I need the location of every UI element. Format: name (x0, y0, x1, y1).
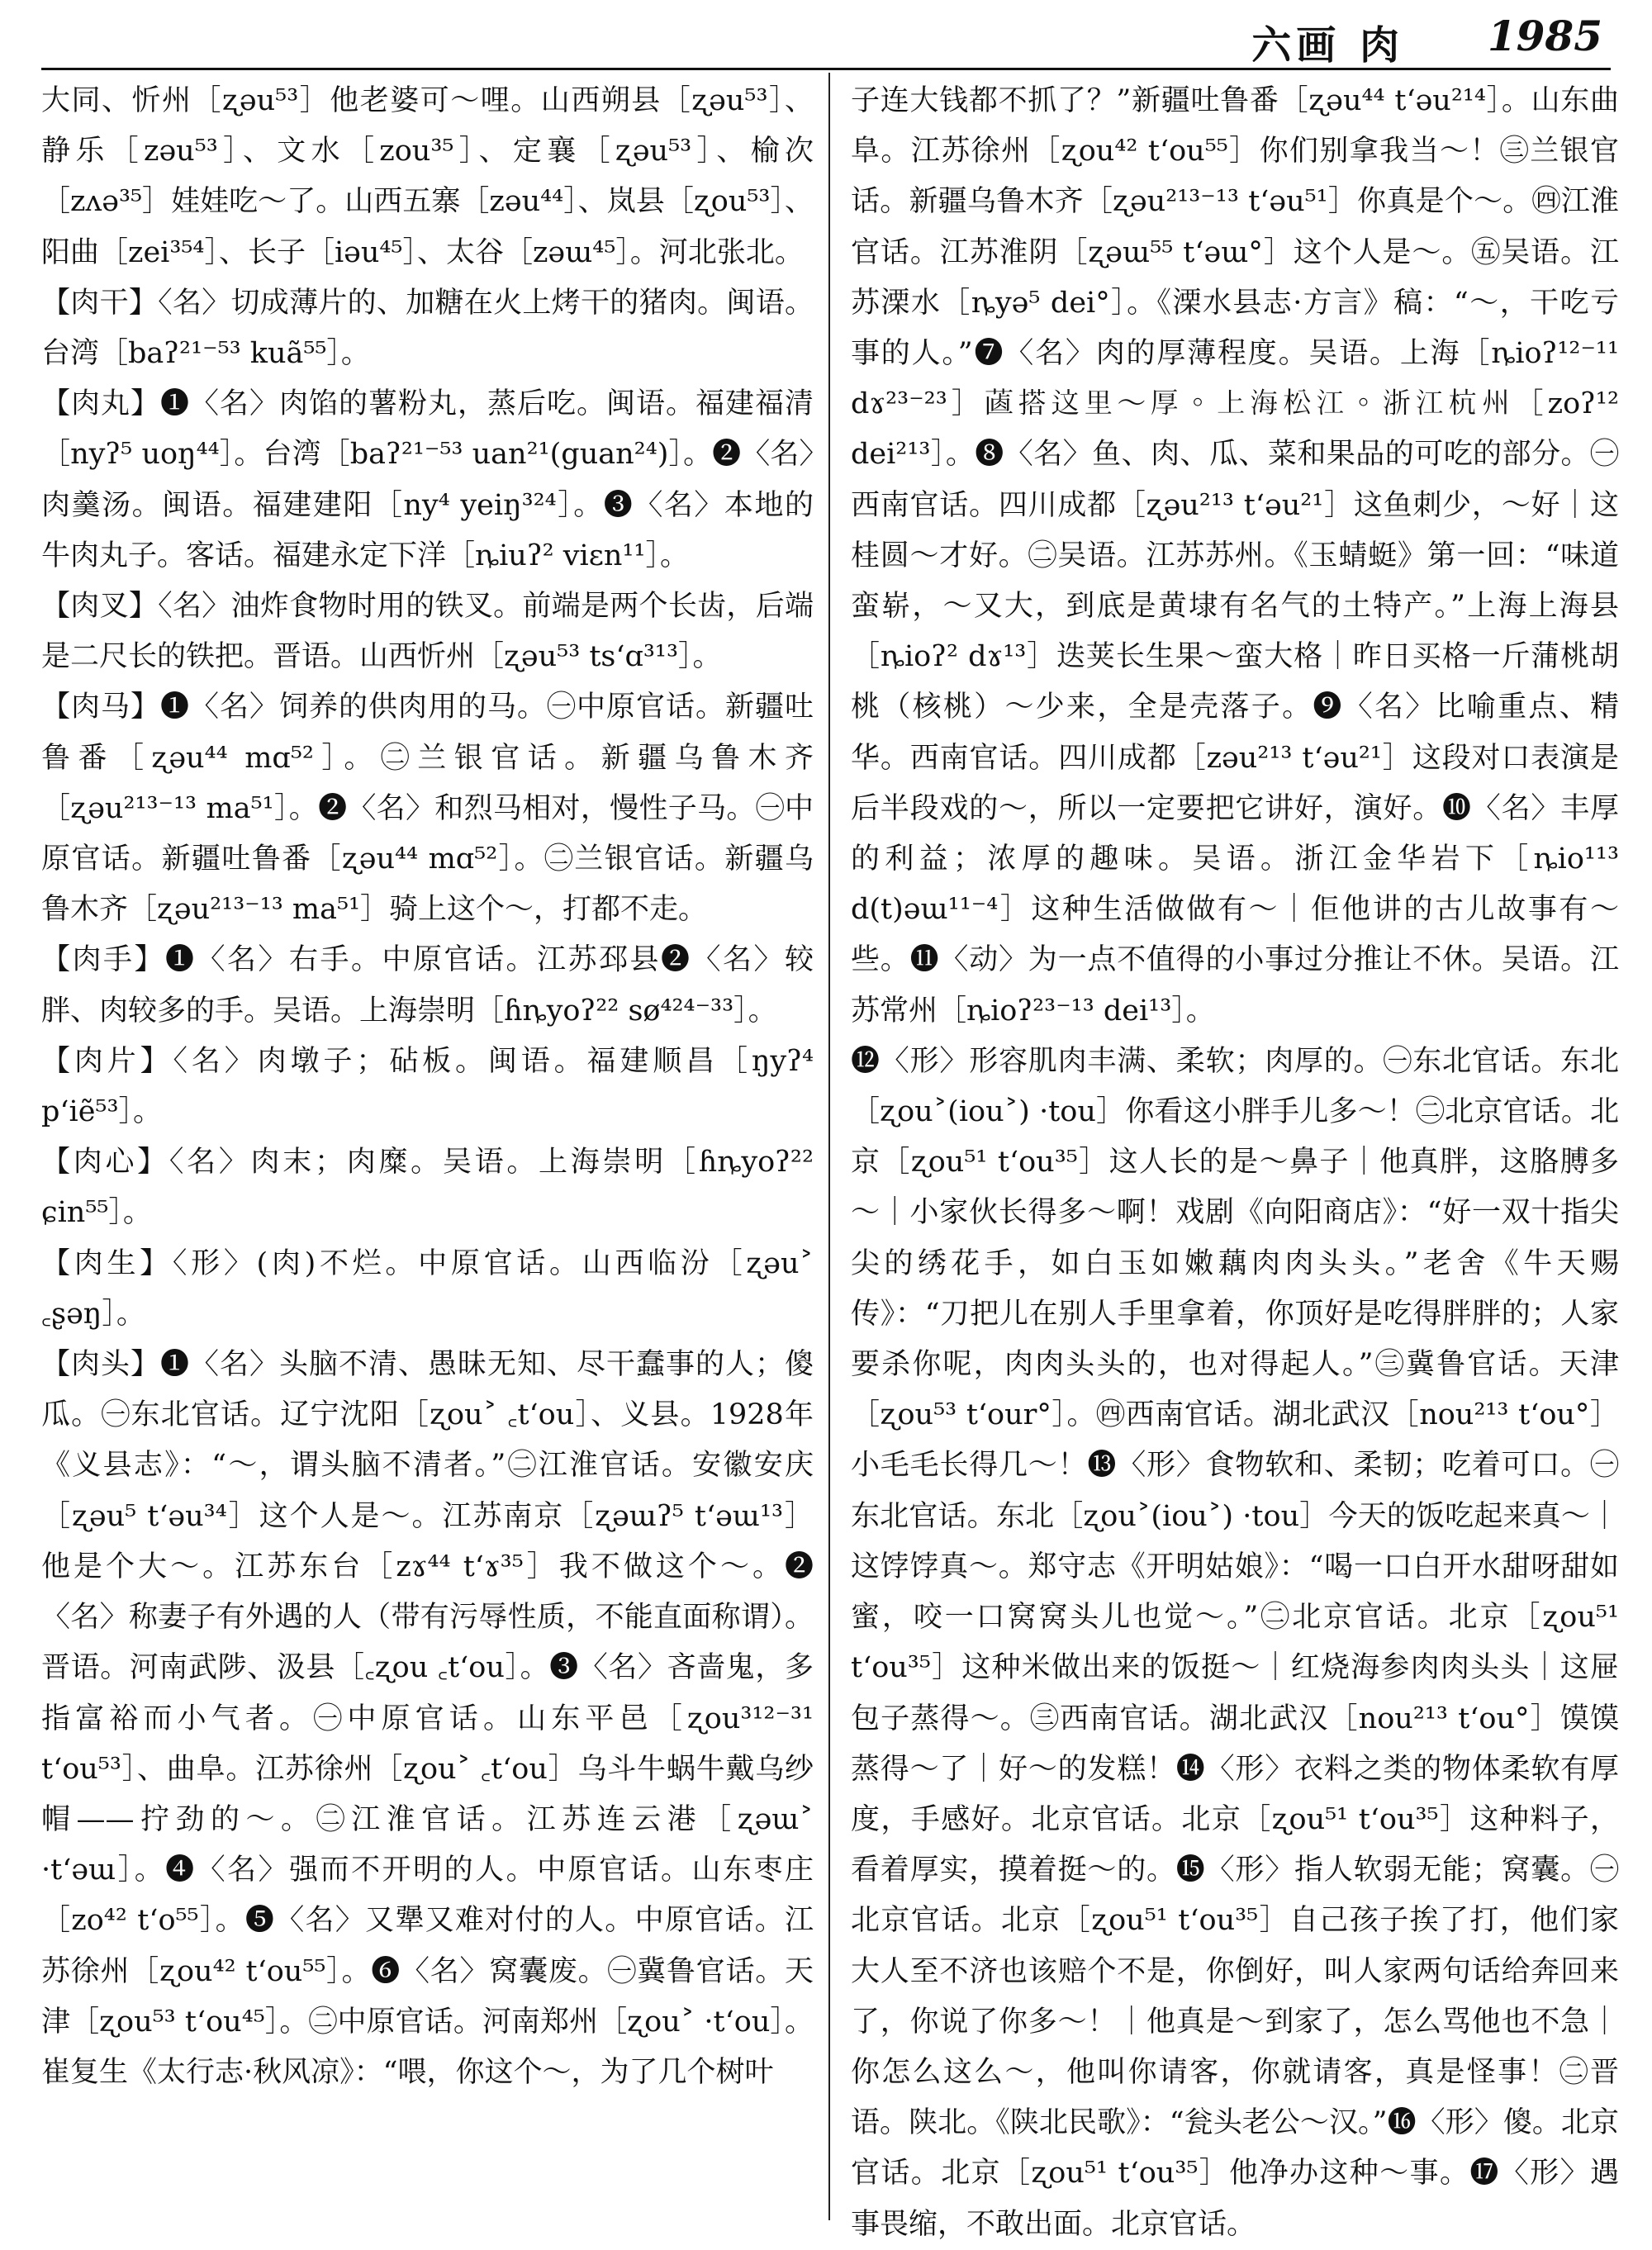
entry-rou-sheng: 【肉生】〈形〉(肉)不烂。中原官话。山西临汾［ʐəu˃ ꜀ʂəŋ］。 (41, 1246, 814, 1331)
entry-rou-pian: 【肉片】〈名〉肉墩子；砧板。闽语。福建顺昌［ŋyʔ⁴ pʻiẽ⁵³］。 (41, 1044, 814, 1129)
header-rule (41, 68, 1611, 70)
page-header (41, 0, 1611, 69)
entry-rou-wan: 【肉丸】❶〈名〉肉馅的薯粉丸，蒸后吃。闽语。福建福清［nyʔ⁵ uoŋ⁴⁴］。台湾［baʔ²¹⁻⁵³ uan²¹(guan²⁴)］。❷〈名〉肉羹汤。闽语。福建建阳［ny⁴ yeiŋ³²⁴］。❸〈名〉本地的牛肉丸子。客话。福建永定下洋［ȵiuʔ² viɛn¹¹］。 (41, 387, 814, 572)
page-number: 1985 (1487, 12, 1602, 60)
entry-rou-cha: 【肉叉】〈名〉油炸食物时用的铁叉。前端是两个长齿，后端是二尺长的铁把。晋语。山西忻州［ʐəu⁵³ tsʻɑ³¹³］。 (41, 590, 814, 674)
column-divider (828, 73, 830, 2220)
entry-rou-tou: 【肉头】❶〈名〉头脑不清、愚昧无知、尽干蠢事的人；傻瓜。㊀东北官话。辽宁沈阳［ʐou˃ ꜀tʻou］、义县。1928年《义县志》：“～，谓头脑不清者。”㊁江淮官话。安徽安庆［ʐəu⁵ tʻəu³⁴］这个人是～。江苏南京［ʐəɯʔ⁵ tʻəɯ¹³］他是个大～。江苏东台［zɤ⁴⁴ tʻɤ³⁵］我不做这个～。❷〈名〉称妻子有外遇的人（带有污辱性质，不能直面称谓）。晋语。河南武陟、汲县［꜀ʐou ꜀tʻou］。❸〈名〉吝啬鬼，多指富裕而小气者。㊀中原官话。山东平邑［ʐou³¹²⁻³¹ tʻou⁵³］、曲阜。江苏徐州［ʐou˃ ꜀tʻou］乌斗牛蜗牛戴乌纱帽——拧劲的～。㊁江淮官话。江苏连云港［ʐəɯ˃ ·tʻəɯ］。❹〈名〉强而不开明的人。中原官话。山东枣庄［zo⁴² tʻo⁵⁵］。❺〈名〉又犟又难对付的人。中原官话。江苏徐州［ʐou⁴² tʻou⁵⁵］。❻〈名〉窝囊废。㊀冀鲁官话。天津［ʐou⁵³ tʻou⁴⁵］。㊁中原官话。河南郑州［ʐou˃ ·tʻou］。崔复生《太行志·秋风凉》：“喂，你这个～，为了几个树叶 (41, 1348, 814, 2089)
entry-rou-tou-senses-12-17: ⓬〈形〉形容肌肉丰满、柔软；肉厚的。㊀东北官话。东北［ʐou˃(iou˃) ·tou］你看这小胖手儿多～！㊁北京官话。北京［ʐou⁵¹ tʻou³⁵］这人长的是～鼻子｜他真胖，这胳膊多～｜小家伙长得多～啊！戏剧《向阳商店》：“好一双十指尖尖的绣花手，如白玉如嫩藕肉肉头头。”老舍《牛天赐传》：“刀把儿在别人手里拿着，你顶好是吃得胖胖的；人家要杀你呢，肉肉头头的，也对得起人。”㊂冀鲁官话。天津［ʐou⁵³ tʻour°］。㊃西南官话。湖北武汉［nou²¹³ tʻou°］小毛毛长得几～！⓭〈形〉食物软和、柔韧；吃着可口。㊀东北官话。东北［ʐou˃(iou˃) ·tou］今天的饭吃起来真～｜这饽饽真～。郑守志《开明姑娘》：“喝一口白开水甜呀甜如蜜，咬一口窝窝头儿也觉～。”㊁北京官话。北京［ʐou⁵¹ tʻou³⁵］这种米做出来的饭挺～｜红烧海参肉肉头头｜这屉包子蒸得～。㊂西南官话。湖北武汉［nou²¹³ tʻou°］馍馍蒸得～了｜好～的发糕！⓮〈形〉衣料之类的物体柔软有厚度，手感好。北京官话。北京［ʐou⁵¹ tʻou³⁵］这种料子，看着厚实，摸着挺～的。⓯〈形〉指人软弱无能；窝囊。㊀北京官话。北京［ʐou⁵¹ tʻou³⁵］自己孩子挨了打，他们家大人至不济也该赔个不是，你倒好，叫人家两句话给奔回来了，你说了你多～！｜他真是～到家了，怎么骂他也不急｜你怎么这么～，他叫你请客，你就请客，真是怪事！㊁晋语。陕北。《陕北民歌》：“瓮头老公～汉。”⓰〈形〉傻。北京官话。北京［ʐou⁵¹ tʻou³⁵］他净办这种～事。⓱〈形〉遇事畏缩，不敢出面。北京官话。 (851, 1044, 1619, 2241)
right-column (851, 76, 1619, 2241)
entry-rou-gan: 【肉干】〈名〉切成薄片的、加糖在火上烤干的猪肉。闽语。台湾［baʔ²¹⁻⁵³ kuã⁵⁵］。 (41, 286, 814, 371)
entry-rou-shou: 【肉手】❶〈名〉右手。中原官话。江苏邳县❷〈名〉较胖、肉较多的手。吴语。上海崇明［ɦȵyoʔ²² sø⁴²⁴⁻³³］。 (41, 943, 814, 1028)
entry-rou-ma: 【肉马】❶〈名〉饲养的供肉用的马。㊀中原官话。新疆吐鲁番［ʐəu⁴⁴ mɑ⁵²］。㊁兰银官话。新疆乌鲁木齐［ʐəu²¹³⁻¹³ ma⁵¹］。❷〈名〉和烈马相对，慢性子马。㊀中原官话。新疆吐鲁番［ʐəu⁴⁴ mɑ⁵²］。㊁兰银官话。新疆乌鲁木齐［ʐəu²¹³⁻¹³ ma⁵¹］骑上这个～，打都不走。 (41, 691, 814, 927)
entry-rou-tou-continued: 子连大钱都不抓了？”新疆吐鲁番［ʐəu⁴⁴ tʻəu²¹⁴］。山东曲阜。江苏徐州［ʐou⁴² tʻou⁵⁵］你们别拿我当～！㊂兰银官话。新疆乌鲁木齐［ʐəu²¹³⁻¹³ tʻəu⁵¹］你真是个～。㊃江淮官话。江苏淮阴［ʐəɯ⁵⁵ tʻəɯ°］这个人是～。㊄吴语。江苏溧水［ȵyə⁵ dei°］。《溧水县志·方言》稿：“～，干吃亏事的人。”❼〈名〉肉的厚薄程度。吴语。上海［ȵioʔ¹²⁻¹¹ dɤ²³⁻²³］𦵵搭这里～厚。上海松江。浙江杭州［zoʔ¹² dei²¹³］。❽〈名〉鱼、肉、瓜、菜和果品的可吃的部分。㊀西南官话。四川成都［ʐəu²¹³ tʻəu²¹］这鱼刺少，～好｜这桂圆～才好。㊁吴语。江苏苏州。《玉蜻蜓》第一回：“味道蛮崭，～又大，到底是黄埭有名气的土特产。”上海上海县［ȵioʔ² dɤ¹³］迭荚长生果～蛮大格｜昨日买格一斤蒲桃胡桃（核桃）～少来，全是壳落子。❾〈名〉比喻重点、精华。西南官话。四川成都［zəu²¹³ tʻəu²¹］这段对口表演是后半段戏的～，所以一定要把它讲好，演好。❿〈名〉丰厚的利益；浓厚的趣味。吴语。浙江金华岩下［ȵio¹¹³ d(t)əɯ¹¹⁻⁴］这种生活做做有～｜佢他讲的古儿故事有～些。⓫〈动〉为一点不值得的小事过分推让不休。吴语。江苏常州［ȵioʔ²³⁻¹³ dei¹³］。 (851, 84, 1619, 1028)
entry-rou-xin: 【肉心】〈名〉肉末；肉糜。吴语。上海崇明［ɦȵyoʔ²² ɕin⁵⁵］。 (41, 1146, 814, 1230)
left-column (41, 76, 814, 2215)
entry-continuation: 大同、忻州［ʐəu⁵³］他老婆可～哩。山西朔县［ʐəu⁵³］、静乐［zəu⁵³］、文水［zou³⁵］、定襄［ʐəu⁵³］、榆次［zʌə³⁵］娃娃吃～了。山西五寨［zəu⁴⁴］、岚县［ʐou⁵³］、阳曲［zei³⁵⁴］、长子［iəu⁴⁵］、太谷［zəɯ⁴⁵］。河北张北。 (41, 84, 814, 269)
header-title: 六画 肉 (1251, 22, 1404, 69)
